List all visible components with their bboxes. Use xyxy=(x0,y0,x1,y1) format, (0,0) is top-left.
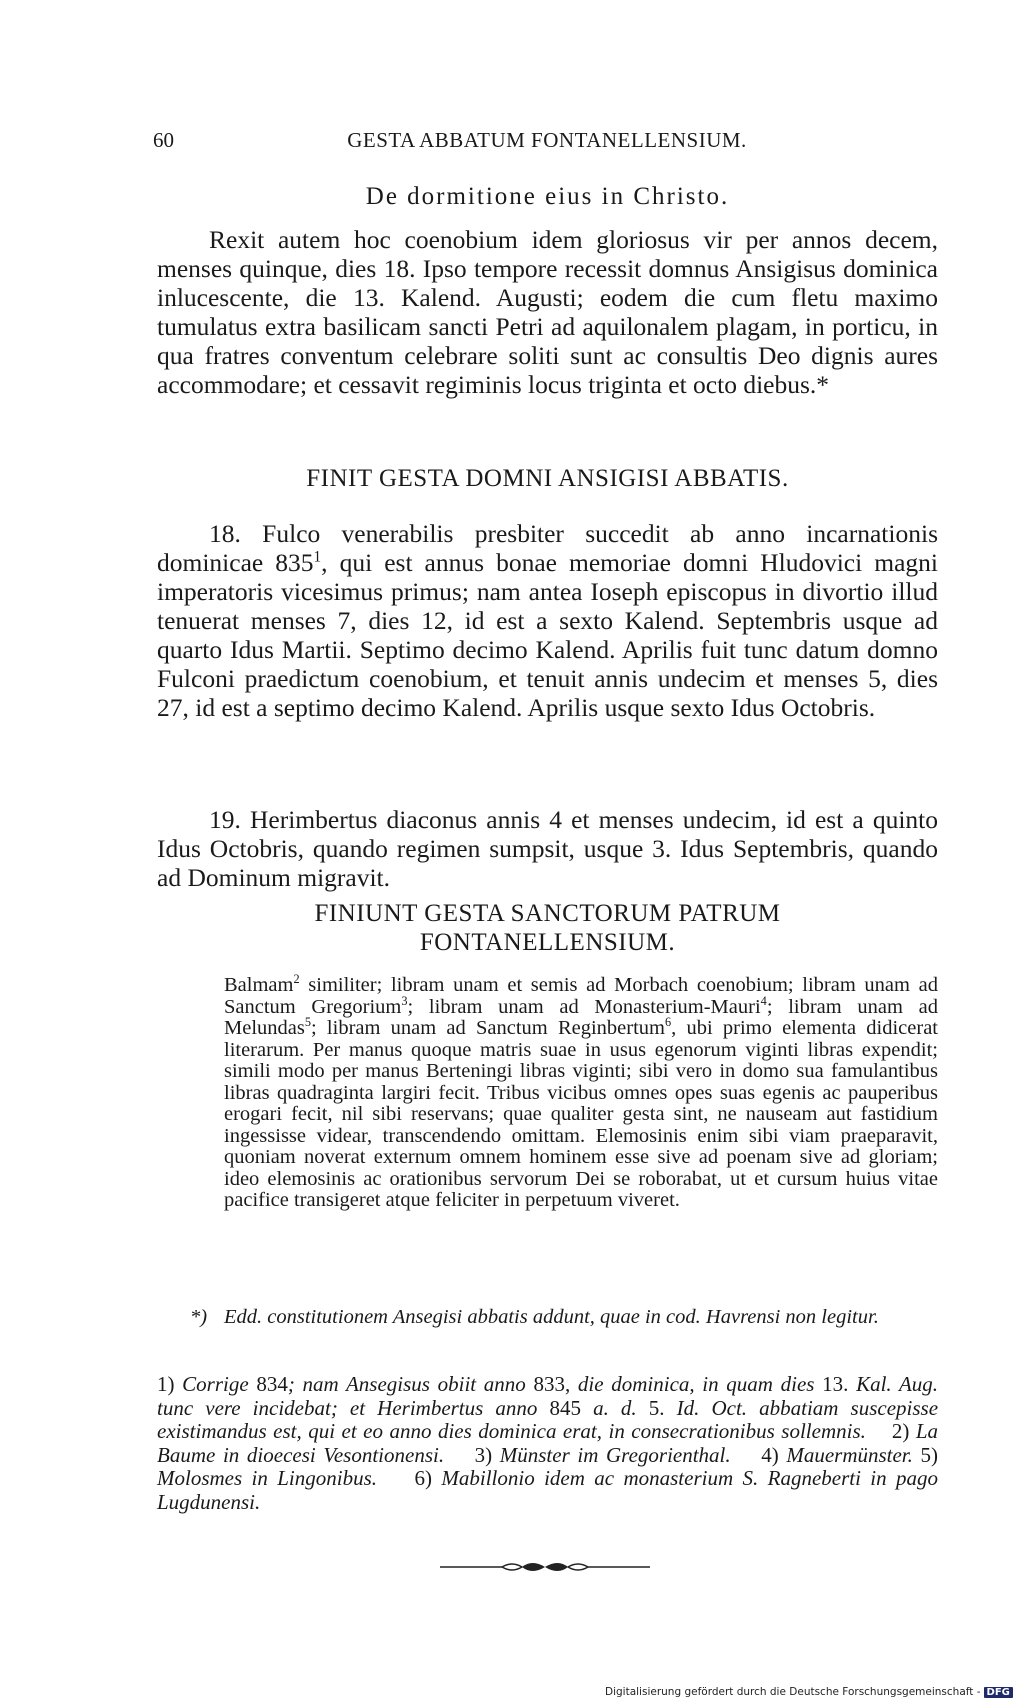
footnote-ref: 1 xyxy=(313,548,322,566)
digitization-credit xyxy=(605,1686,1010,1702)
running-title: GESTA ABBATUM FONTANELLENSIUM. xyxy=(347,128,747,152)
footnote-text: 13. xyxy=(814,1372,857,1396)
footnote-text: a. d. xyxy=(593,1395,637,1420)
running-head xyxy=(153,128,941,160)
excerpt-block xyxy=(224,972,938,1305)
excerpt-text: ; libram unam ad Melundas xyxy=(224,995,938,1039)
footnote-marker: 5) xyxy=(920,1442,939,1467)
paragraph-number: 19. xyxy=(209,805,241,834)
footnote-text: 834 xyxy=(248,1372,288,1396)
footnote-marker: 6) xyxy=(414,1466,432,1490)
footnote-text: Molosmes in Lingonibus. xyxy=(157,1466,378,1490)
footnote-3 xyxy=(475,1443,731,1467)
note-text: Edd. constitutionem Ansegisi abbatis addunt, quae in cod. Havrensi non legitur. xyxy=(224,1306,879,1328)
footnote-marker: 4) xyxy=(761,1442,779,1467)
footnote-ref: 3 xyxy=(401,993,408,1008)
footnote-1 xyxy=(157,1372,938,1443)
footnote-ref: 2 xyxy=(293,972,300,987)
paragraph-1: Rexit autem hoc coenobium idem gloriosus vir per annos decem, menses quinque, dies 18. Ipso tempore recessit domnus Ansigisus dominica inlucescente, die 13. Kalend. Augusti; eodem die cum fletu maximo tumulatus extra basilicam sancti Petri ad aquilonalem plagam, in porticu, in qua fratres conventum celebrare soliti sunt ac consultis Deo dignis aures accommodare; et cessavit regiminis locus triginta et octo diebus.* xyxy=(157,225,938,399)
footnote-ref: 6 xyxy=(664,1015,672,1030)
footnote-marker: 2) xyxy=(891,1419,910,1443)
footnote-text: Mabillonio idem ac monasterium S. Ragneberti in pago Lugdunensi. xyxy=(157,1466,939,1514)
excerpt-text: ; libram unam ad Monasterium-Mauri xyxy=(407,995,761,1018)
section-subheading: De dormitione eius in Christo. xyxy=(365,183,730,210)
paragraph-text: , qui est annus bonae memoriae domni Hludovici magni imperatoris vicesimus primus; nam antea Ioseph episcopus in divortio illud tenuerat menses 7, dies 12, id est a sexto Kalend. Septembris usque ad quarto Idus Martii. Septimo decimo Kalend. Aprilis fuit tunc datum domno Fulconi praedictum coenobium, et tenuit annis undecim et menses 5, dies 27, id est a septimo decimo Kalend. Aprilis usque sexto Idus Octobris. xyxy=(157,548,938,722)
footnote-text: 845 xyxy=(537,1395,594,1420)
footnotes xyxy=(157,1373,938,1551)
excerpt-text: Balmam xyxy=(224,974,294,996)
end-ornament-icon xyxy=(440,1555,650,1579)
paragraph-19 xyxy=(157,805,938,894)
footnote-text: Mauermünster. xyxy=(786,1442,913,1467)
footnote-text: 833, xyxy=(525,1372,578,1396)
footnote-text: Kal. Aug. tunc vere incidebat; et Herimbertus anno xyxy=(157,1372,939,1420)
excerpt-text: similiter; libram unam et semis ad Morbach coenobium; libram unam ad Sanctum Gregorium xyxy=(224,974,938,1018)
footnote-ref: 5 xyxy=(304,1015,312,1030)
note-marker: *) xyxy=(190,1306,208,1328)
finit-heading-1: FINIT GESTA DOMNI ANSIGISI ABBATIS. xyxy=(306,465,789,492)
footnote-marker: 1) xyxy=(157,1372,175,1396)
excerpt-text: ; libram unam ad Sanctum Reginbertum xyxy=(311,1017,665,1039)
footnote-text: ; nam Ansegisus obiit anno xyxy=(287,1372,526,1396)
asterisk-note xyxy=(190,1307,938,1353)
paragraph-number: 18. xyxy=(209,519,241,548)
footnote-text: Corrige xyxy=(182,1372,249,1396)
finit-heading-line: FINIUNT GESTA SANCTORUM PATRUM xyxy=(314,900,781,927)
footnote-text: Id. Oct. abbatiam suscepisse existimandus est, qui et eo anno dies dominica erat, in consecrationibus sollemnis. xyxy=(157,1395,939,1443)
footnote-ref: 4 xyxy=(760,993,767,1008)
footnote-text: die dominica, in quam dies xyxy=(577,1372,815,1396)
dfg-logo: DFG xyxy=(984,1687,1013,1698)
credit-text: Digitalisierung gefördert durch die Deutsche Forschungsgemeinschaft - xyxy=(605,1686,981,1698)
finit-heading-2 xyxy=(157,899,938,963)
footnote-4 xyxy=(761,1443,913,1467)
excerpt-text: , ubi primo elementa didicerat literarum. Per manus quoque matris suae in usus egenorum viginti libras expendit; simili modo per manus Berteningi libras viginti; sibi vero in domo sua famulantibus libras quadraginta largiri fecit. Tribus vicibus omnes opes suas egenis ac pauperibus erogari fecit, nil sibi reservans; quae qualiter gesta sint, ne nauseam aut fastidium ingessisse videar, transcendendo omittam. Elemosinis enim sibi viam praeparavit, quoniam noverat externum omnem hominem esse sive ad poenam sive ad gloriam; ideo elemosinis ac orationibus servorum Dei se roborabat, ut et cursum huius vitae pacifice transigeret atque feliciter in perpetuum viveret. xyxy=(224,1017,938,1211)
footnote-text: La Baume in dioecesi Vesontionensi. xyxy=(157,1419,939,1467)
footnote-text: 5. xyxy=(636,1395,677,1420)
footnote-text: Münster im Gregorienthal. xyxy=(499,1442,731,1467)
paragraph-18 xyxy=(157,519,938,781)
footnote-marker: 3) xyxy=(474,1442,493,1467)
page-number: 60 xyxy=(153,128,174,152)
paragraph-text: Herimbertus diaconus annis 4 et menses undecim, id est a quinto Idus Octobris, quando regimen sumpsit, usque 3. Idus Septembris, quando ad Dominum migravit. xyxy=(157,805,939,892)
finit-heading-line: FONTANELLENSIUM. xyxy=(419,929,676,956)
paragraph-text: Fulco venerabilis presbiter succedit ab anno incarnationis dominicae 835 xyxy=(157,519,938,577)
